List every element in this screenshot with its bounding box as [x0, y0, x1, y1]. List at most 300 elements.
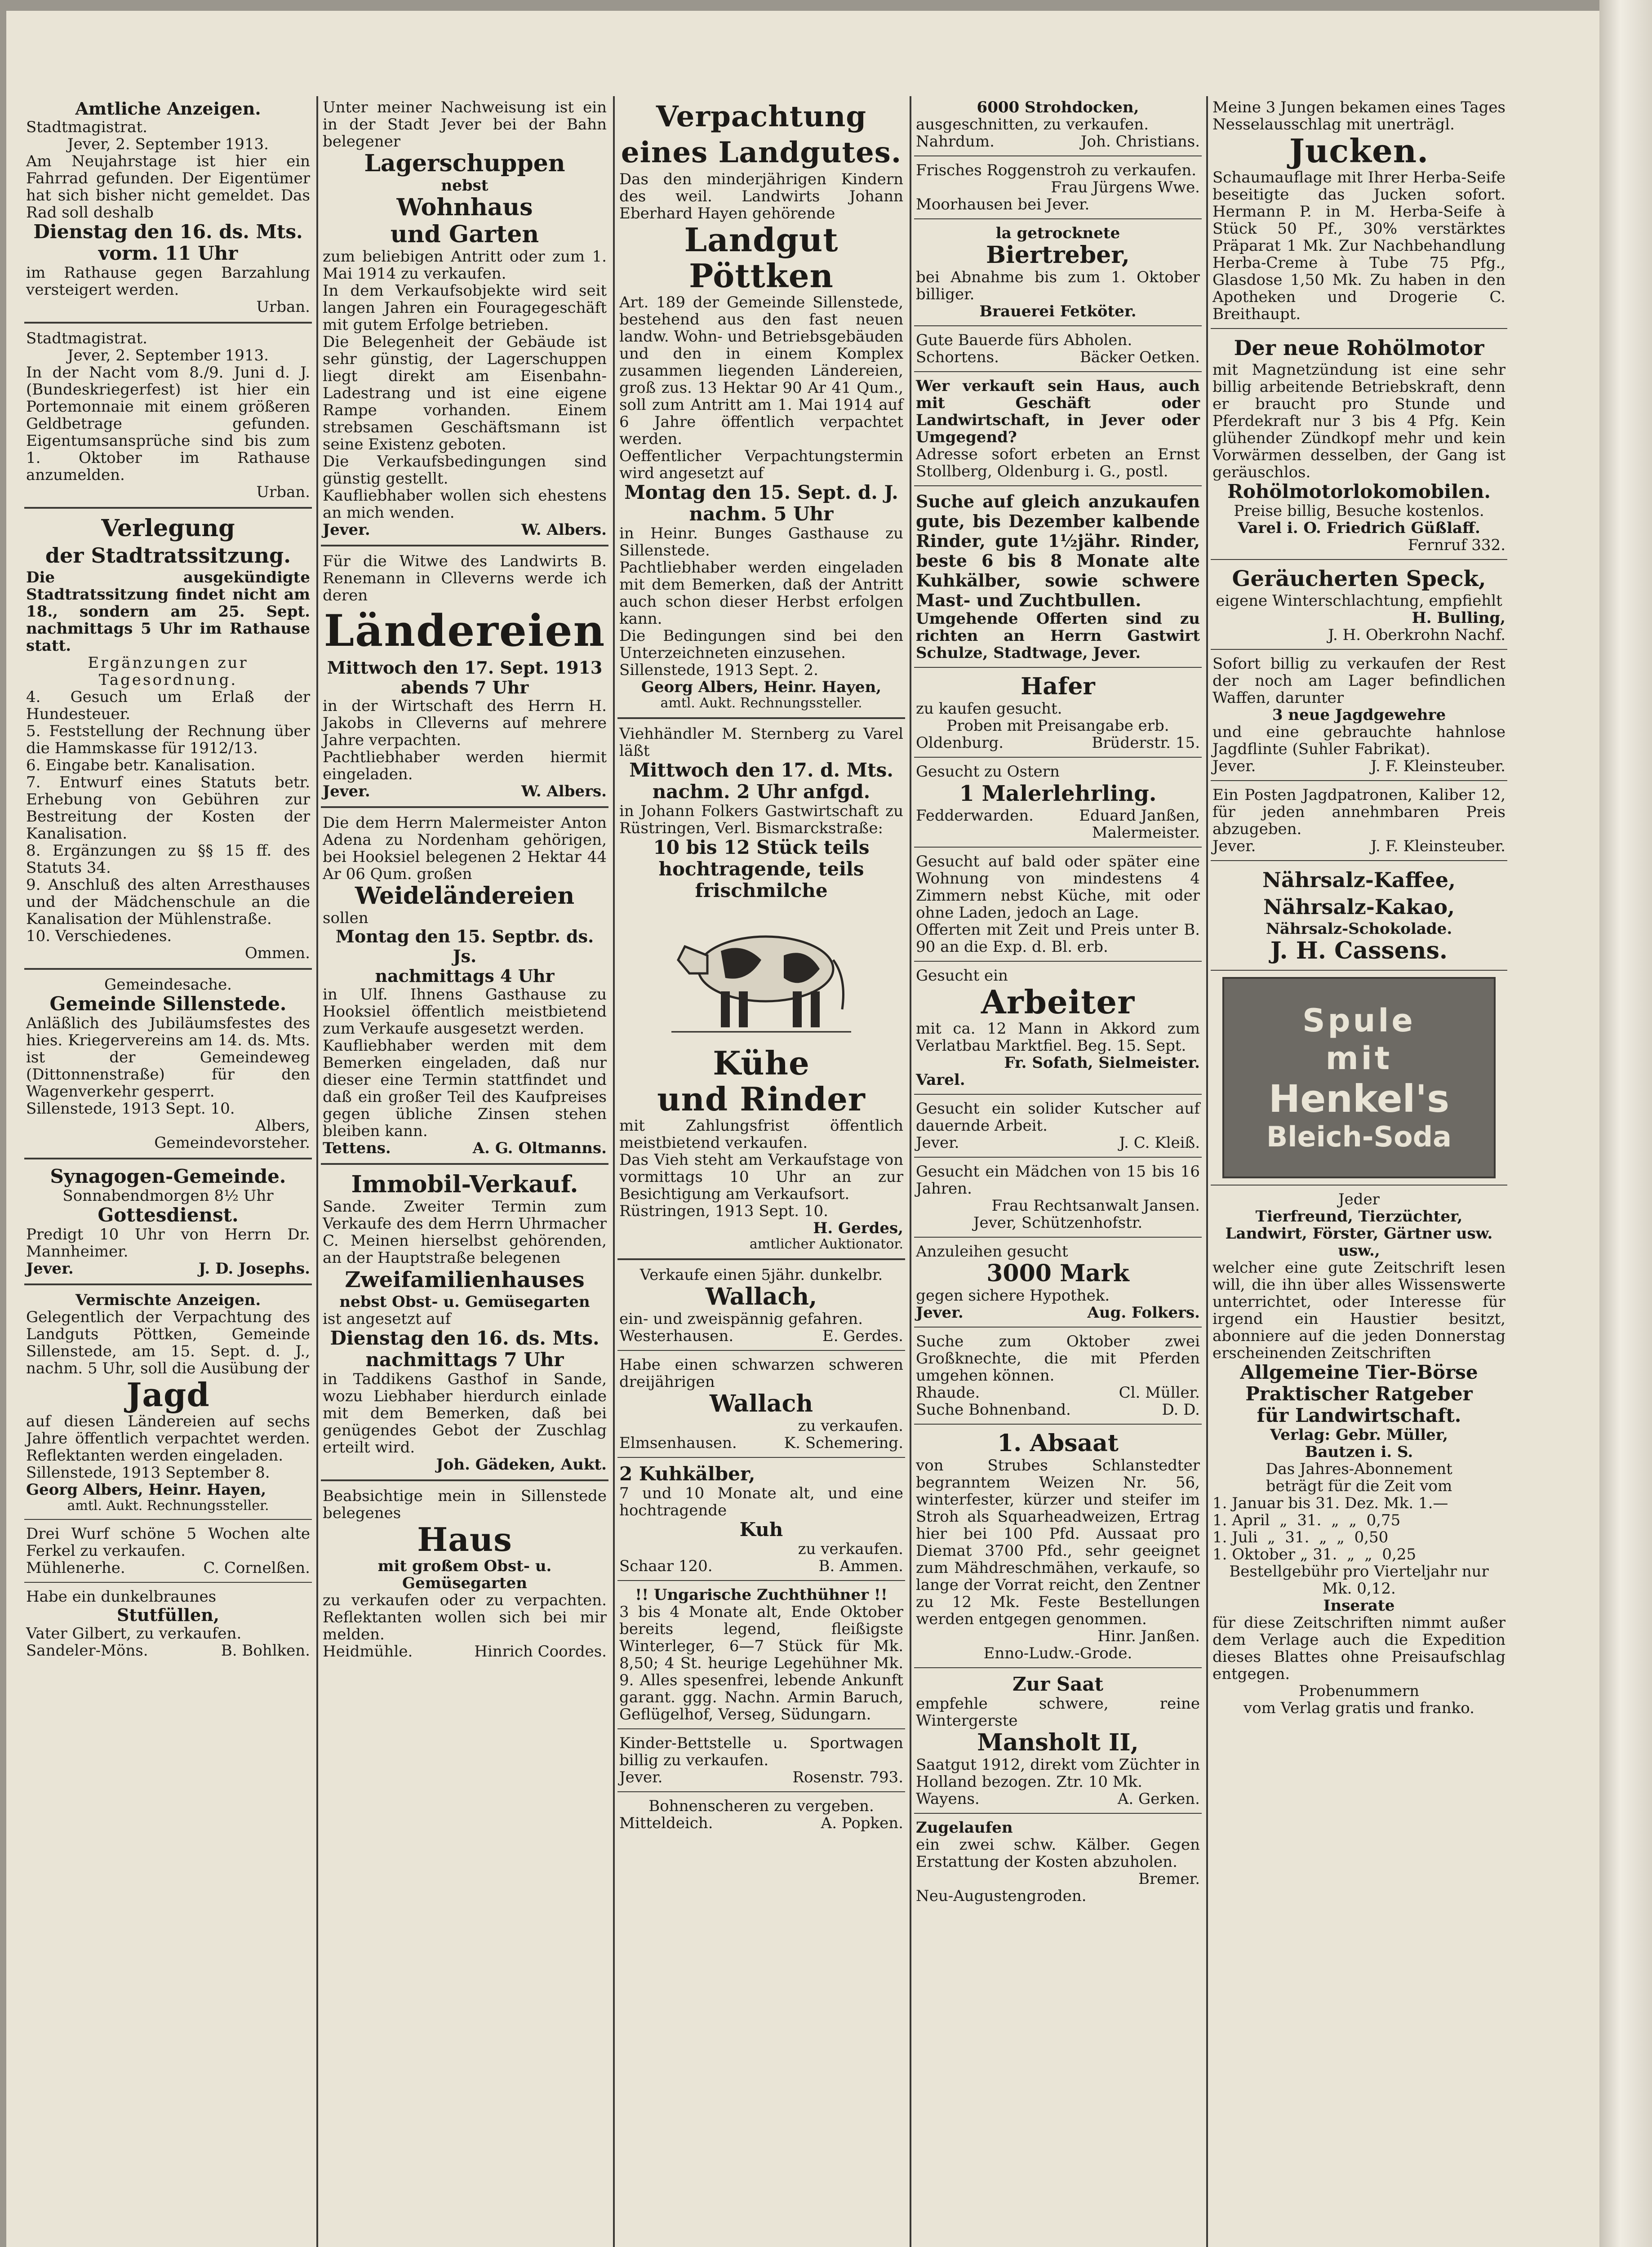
- ad-heading: !! Ungarische Zuchthühner !!: [635, 1586, 888, 1604]
- ad-text: Unter meiner Nachweisung ist ein in der Stadt Jever bei der Bahn belegener: [323, 98, 607, 151]
- ad-lands: [321, 550, 608, 803]
- ad-farm-lease: [617, 96, 905, 714]
- ad-heading: Hafer: [1021, 673, 1095, 700]
- ad-heading: Allgemeine Tier-Börse: [1240, 1361, 1478, 1383]
- ad-text: Die dem Herrn Malermeister Anton Adena zu Nordenham gehörigen, bei Hooksiel belegenen 2 Hektar 44 Ar 06 Qum. großen: [323, 814, 607, 883]
- sign-name: B. Bohlken.: [221, 1642, 310, 1660]
- ad-text: Die Belegenheit der Gebäude ist sehr günstig, der Lagerschuppen liegt direkt am Eisenbahn-Ladestrang und ist eine eigene Rampe vorhanden. Einem strebsamen Geschäftsmann ist seine Existenz geboten.: [323, 333, 607, 453]
- ad-text: Sofort billig zu verkaufen der Rest der noch am Lager befindlichen Waffen, darunter: [1212, 655, 1505, 707]
- ad-heading: Verpachtung: [656, 100, 867, 133]
- sign-name: Brüderstr. 15.: [1092, 734, 1200, 752]
- ad-signature: Joh. Gädeken, Aukt.: [436, 1456, 607, 1474]
- ad-heading: Der neue Rohölmotor: [1234, 336, 1484, 360]
- ad-text: Kaufliebhaber wollen sich ehestens an mich wenden.: [323, 487, 607, 522]
- ad-heading: Wallach: [709, 1390, 813, 1417]
- ad-text: 3 bis 4 Monate alt, Ende Oktober bereits legend, fleißigste Winterleger, 6—7 Stück für Mk. 8,50; 4 St. heurige Legehühner Mk. 9. Alles spesenfrei, lebende Ankunft garant. ggg. Nachn. Armin Baruch, Geflügelhof, Verseg, Südungarn.: [619, 1603, 903, 1723]
- notice-date: Jever, 2. September 1913.: [67, 346, 269, 364]
- ad-text: Ein Posten Jagdpatronen, Kaliber 12, für jeden annehmbaren Preis abzugeben.: [1212, 786, 1505, 838]
- notice-signature: Ommen.: [244, 944, 310, 962]
- ad-date: Montag den 15. Sept. d. J.: [624, 481, 898, 503]
- ad-date: Mittwoch den 17. d. Mts.: [629, 759, 893, 781]
- ad-chickens: [617, 1584, 905, 1726]
- ad-text: beträgt für die Zeit vom: [1266, 1477, 1452, 1495]
- ad-text: Suche Bohnenband.: [916, 1401, 1071, 1419]
- ad-heading: Pöttken: [689, 257, 834, 295]
- column-rule: [613, 96, 615, 2247]
- ad-text: Suche auf gleich anzukaufen gute, bis Dezember kalbende Rinder, gute 1½jähr. Rinder, beste 6 bis 8 Monate alte Kuhkälber, sowie schwere Mast- und Zuchtbullen.: [916, 491, 1200, 610]
- ad-apprentice: [914, 760, 1202, 844]
- sign-name: W. Albers.: [521, 521, 607, 539]
- ad-heading: Kuh: [739, 1519, 783, 1541]
- sign-place: Fedderwarden.: [916, 807, 1034, 825]
- notice-date: Sillenstede, 1913 Sept. 10.: [26, 1100, 235, 1118]
- ad-cartridges: [1211, 784, 1507, 857]
- ad-text: in Taddikens Gasthof in Sande, wozu Liebhaber hierdurch einlade mit dem Bemerken, daß bei genügendes Gebot der Zuschlag erteilt wird.: [323, 1370, 607, 1457]
- sign-place: Westerhausen.: [619, 1327, 734, 1345]
- ad-heading: Biertreber,: [986, 241, 1130, 269]
- ad-date: abends 7 Uhr: [400, 677, 529, 697]
- column-4: [914, 96, 1202, 2247]
- ad-heading: Zweifamilienhauses: [345, 1267, 585, 1292]
- notice-date: Jever, 2. September 1913.: [67, 135, 269, 153]
- notice-category: Vermischte Anzeigen.: [75, 1291, 261, 1309]
- sign-name: Hinrich Coordes.: [474, 1643, 607, 1661]
- ad-spent-grain: [914, 222, 1202, 323]
- ad-text: ein- und zweispännig gefahren.: [619, 1310, 863, 1328]
- ad-text: Suche zum Oktober zwei Großknechte, die mit Pferden umgehen können.: [916, 1332, 1200, 1385]
- ad-text: Art. 189 der Gemeinde Sillenstede, bestehend aus den fast neuen landw. Wohn- und Betriebsgebäuden und den in einem Komplex zusammen liegenden Ländereien, groß zus. 13 Hektar 90 Ar 41 Qum., soll zum Antritt am 1. Mai 1914 auf 6 Jahre öffentlich verpachtet werden.: [619, 293, 903, 448]
- ad-date: Rüstringen, 1913 Sept. 10.: [619, 1202, 828, 1220]
- ad-heading: 10 bis 12 Stück teils hochtragende, teils frischmilche: [653, 836, 870, 901]
- ad-heading: 3000 Mark: [986, 1260, 1129, 1287]
- sign-place: Jever.: [1212, 757, 1256, 775]
- ad-place: Moorhausen bei Jever.: [916, 195, 1090, 213]
- ad-real-estate: [321, 1168, 608, 1476]
- sign-place: Jever.: [26, 1260, 74, 1278]
- ad-text: nebst: [441, 177, 488, 195]
- sign-name: Aug. Folkers.: [1087, 1304, 1200, 1322]
- sign-place: Jever.: [323, 521, 370, 539]
- ad-text: zu verkaufen.: [798, 1417, 903, 1435]
- sign-name: Joh. Christians.: [1080, 133, 1200, 151]
- ad-subheading: nebst Obst- u. Gemüsegarten: [339, 1293, 590, 1311]
- agenda-item: 7. Entwurf eines Statuts betr. Erhebung von Gebühren zur Bestreitung der Kosten der Kanalisation.: [26, 773, 310, 843]
- ad-text: auf diesen Ländereien auf sechs Jahre öffentlich verpachtet werden. Reflektanten werden eingeladen.: [26, 1412, 310, 1465]
- ad-text: ausgeschnitten, zu verkaufen.: [916, 115, 1149, 133]
- sign-place: Wayens.: [916, 1790, 980, 1808]
- ad-heading: 1 Malerlehrling.: [959, 781, 1157, 806]
- sign-name: Eduard Janßen,: [1079, 807, 1200, 825]
- ad-heading: Rohölmotorlokomobilen.: [1227, 480, 1491, 502]
- notice-category: Gemeindesache.: [104, 976, 232, 994]
- ad-text: welcher eine gute Zeitschrift lesen will, die ihn über alles Wissenswerte unterrichtet, oder Interesse für irgend ein Haustier besitzt, abonniere auf die jeden Donnerstag erscheinenden Zeitschriften: [1212, 1259, 1505, 1362]
- ad-heading: Geräucherten Speck,: [1232, 566, 1486, 591]
- ad-text: sollen: [323, 909, 369, 927]
- notice-subheading: Ergänzungen zur Tagesordnung.: [88, 654, 249, 689]
- sign-name: J. F. Kleinsteuber.: [1370, 837, 1505, 855]
- sign-place: Jever.: [916, 1304, 964, 1322]
- henkel-brand: Henkel's: [1268, 1077, 1450, 1121]
- ad-hunting: [24, 1289, 312, 1516]
- ad-signature: Malermeister.: [1092, 824, 1200, 842]
- column-3: [617, 96, 905, 2247]
- ad-signature: amtlicher Auktionator.: [749, 1236, 903, 1252]
- notice-signature: Urban.: [256, 298, 310, 316]
- ad-place: Enno-Ludw.-Grode.: [983, 1644, 1132, 1662]
- ad-text: ist angesetzt auf: [323, 1310, 451, 1328]
- sign-place: Mühlenerhe.: [26, 1559, 125, 1577]
- notice-lost-purse: [24, 327, 312, 503]
- section-heading: Amtliche Anzeigen.: [75, 98, 261, 119]
- sign-place: Sandeler-Möns.: [26, 1642, 148, 1660]
- column-rule: [910, 96, 911, 2247]
- official-notices: [24, 96, 312, 318]
- sign-name: K. Schemering.: [784, 1434, 903, 1452]
- ad-crib: [617, 1732, 905, 1789]
- ad-text: bei Abnahme bis zum 1. Oktober billiger.: [916, 268, 1200, 303]
- sign-place: Nahrdum.: [916, 133, 995, 151]
- ad-text: Für die Witwe des Landwirts B. Renemann in Clleverns werde ich deren: [323, 552, 607, 604]
- ad-heading: Weideländereien: [355, 882, 575, 910]
- sign-place: Elmsenhausen.: [619, 1434, 737, 1452]
- ad-text: Vater Gilbert, zu verkaufen.: [26, 1625, 242, 1643]
- ad-heading: Nährsalz-Kaffee,: [1262, 868, 1456, 892]
- ad-text: Oeffentlicher Verpachtungstermin wird angesetzt auf: [619, 447, 903, 482]
- notice-signature: Albers,: [255, 1117, 310, 1135]
- price-row: 1. Juli „ 31. „ „ 0,50: [1212, 1528, 1389, 1546]
- ad-rye-straw: [914, 159, 1202, 216]
- ad-heading: Kühe: [713, 1044, 810, 1082]
- ad-text: Adresse sofort erbeten an Ernst Stollberg, Oldenburg i. G., postl.: [916, 445, 1200, 480]
- sign-name: Cl. Müller.: [1119, 1384, 1200, 1402]
- column-1: [24, 96, 312, 2247]
- henkel-soda-ad-image: [1222, 977, 1496, 1178]
- ad-signature: Frau Rechtsanwalt Jansen.: [991, 1197, 1200, 1215]
- ad-heading: Landgut: [684, 221, 839, 259]
- ad-text: Preise billig, Besuche kostenlos.: [1234, 502, 1484, 520]
- column-rule: [1206, 96, 1208, 2247]
- notice-text: Predigt 10 Uhr von Herrn Dr. Mannheimer.: [26, 1226, 310, 1261]
- notice-council-meeting: [24, 512, 312, 964]
- ad-text: Gute Bauerde fürs Abholen.: [916, 331, 1132, 349]
- ad-text: In dem Verkaufsobjekte wird seit langen Jahren ein Fouragegeschäft mit gutem Erfolge betrieben.: [323, 282, 607, 334]
- ad-text: Frisches Roggenstroh zu verkaufen.: [916, 161, 1197, 179]
- ad-signature: Georg Albers, Heinr. Hayen,: [641, 678, 882, 696]
- ad-text: Gesucht zu Ostern: [916, 763, 1060, 781]
- ad-heading: 1. Absaat: [997, 1430, 1119, 1457]
- agenda-item: 9. Anschluß des alten Arresthauses und der Mädchenschule an die Kanalisation der Mühlenstraße.: [26, 876, 310, 928]
- ad-place: Varel.: [916, 1071, 965, 1089]
- column-5: [1211, 96, 1507, 2247]
- sign-place: Heidmühle.: [323, 1643, 413, 1661]
- henkel-text: Spule: [1302, 1002, 1416, 1039]
- ad-heading: Wohnhaus: [396, 194, 533, 221]
- ad-date: nachmittags 7 Uhr: [365, 1349, 564, 1371]
- ad-heading: Ländereien: [324, 605, 606, 656]
- ad-signature: Frau Jürgens Wwe.: [1051, 178, 1200, 196]
- ad-oil-engine: [1211, 332, 1507, 556]
- ad-farmhands: [914, 1330, 1202, 1421]
- ad-place: Neu-Augustengroden.: [916, 1887, 1087, 1905]
- sign-name: E. Gerdes.: [822, 1327, 903, 1345]
- ad-text: in Heinr. Bunges Gasthause zu Sillenstede.: [619, 524, 903, 560]
- agenda-item: 4. Gesuch um Erlaß der Hundesteuer.: [26, 688, 310, 723]
- notice-signature: Urban.: [256, 483, 310, 501]
- ad-wheat-seed: [914, 1427, 1202, 1665]
- ad-text: zu kaufen gesucht.: [916, 700, 1062, 718]
- notice-community: [24, 973, 312, 1154]
- ad-heading: 3 neue Jagdgewehre: [1272, 706, 1446, 724]
- ad-text: Das den minderjährigen Kindern des weil. Landwirts Johann Eberhard Hayen gehörende: [619, 170, 903, 222]
- ad-text: Gesucht ein solider Kutscher auf dauernde Arbeit.: [916, 1100, 1200, 1135]
- ad-worker: [914, 964, 1202, 1091]
- notice-text: In der Nacht vom 8./9. Juni d. J. (Bundeskriegerfest) ist hier ein Portemonnaie mit einem größeren Geldbetrage gefunden. Eigentumsansprüche sind bis zum 1. Oktober im Rathause anzumelden.: [26, 364, 310, 484]
- sign-name: D. D.: [1162, 1401, 1200, 1419]
- ad-heading: Zugelaufen: [916, 1819, 1013, 1837]
- ad-text: Die Verkaufsbedingungen sind günstig gestellt.: [323, 453, 607, 488]
- ad-text: Gesucht auf bald oder später eine Wohnung von mindestens 4 Zimmern nebst Küche, mit oder ohne Laden, jedoch an Lage.: [916, 853, 1200, 922]
- ad-signature: amtl. Aukt. Rechnungssteller.: [67, 1498, 269, 1514]
- ad-text: Kinder-Bettstelle u. Sportwagen billig zu verkaufen.: [619, 1734, 903, 1769]
- newspaper-page: [6, 11, 1599, 2247]
- ad-signature: Hinr. Janßen.: [1097, 1627, 1200, 1645]
- ad-text: Viehhändler M. Sternberg zu Varel läßt: [619, 725, 903, 760]
- ad-heading: 6000 Strohdocken,: [977, 98, 1139, 116]
- ad-house-wanted: [914, 375, 1202, 483]
- ad-guns: [1211, 653, 1507, 777]
- notice-text: Sonnabendmorgen 8½ Uhr: [62, 1187, 274, 1205]
- ad-text: Das Vieh steht am Verkaufstage von vormittags 10 Uhr an zur Besichtigung am Verkaufsort.: [619, 1151, 903, 1203]
- ad-date: Montag den 15. Septbr. ds. Js.: [335, 926, 594, 966]
- notice-heading: Verlegung: [101, 515, 235, 542]
- ad-text: Gesucht ein: [916, 967, 1008, 985]
- price-row: 1. Oktober „ 31. „ „ 0,25: [1212, 1545, 1417, 1563]
- notice-signature: Gemeindevorsteher.: [154, 1134, 310, 1152]
- ad-maid: [914, 1160, 1202, 1234]
- ad-heading: Wallach,: [705, 1283, 817, 1310]
- agenda-item: 5. Feststellung der Rechnung über die Hammskasse für 1912/13.: [26, 722, 310, 757]
- ad-text: Die Bedingungen sind bei den Unterzeichneten einzusehen.: [619, 627, 903, 662]
- ad-straw: [914, 96, 1202, 153]
- ad-text: Tierfreund, Tierzüchter, Landwirt, Förster, Gärtner usw. usw.,: [1225, 1208, 1493, 1260]
- ad-text: in Johann Folkers Gastwirtschaft zu Rüstringen, Verl. Bismarckstraße:: [619, 802, 903, 837]
- ad-text: mit Zahlungsfrist öffentlich meistbietend verkaufen.: [619, 1117, 903, 1152]
- sign-name: A. G. Oltmanns.: [472, 1139, 607, 1157]
- henkel-product: Bleich-Soda: [1266, 1120, 1452, 1153]
- sign-name: Rosenstr. 793.: [792, 1768, 903, 1786]
- ad-calves: [617, 1461, 905, 1577]
- sign-place: Jever.: [1212, 837, 1256, 855]
- ad-text: Schaumauflage mit Ihrer Herba-Seife beseitigte das Jucken sofort. Hermann P. in M. Herba-Seife à Stück 50 Pf., 30% verstärktes Präparat 1 Mk. Zur Nachbehandlung Herba-Creme à Tube 75 Pfg., Glasdose 1,50 Mk. Zu haben in den Apotheken und Drogerie C. Breithaupt.: [1212, 169, 1505, 323]
- notice-heading: der Stadtratssitzung.: [45, 543, 291, 568]
- notice-office: Stadtmagistrat.: [26, 329, 147, 347]
- ad-coachman: [914, 1097, 1202, 1154]
- ad-heading: Lagerschuppen: [364, 150, 565, 177]
- ad-herba-soap: [1211, 96, 1507, 325]
- notice-heading: Gemeinde Sillenstede.: [49, 993, 287, 1015]
- ad-text: Offerten mit Zeit und Preis unter B. 90 an die Exp. d. Bl. erb.: [916, 921, 1200, 956]
- ad-text: und eine gebrauchte hahnlose Jagdflinte (Suhler Fabrikat).: [1212, 723, 1505, 758]
- ad-bacon: [1211, 563, 1507, 646]
- cow-illustration: [653, 906, 869, 1041]
- sign-name: J. C. Kleiß.: [1119, 1134, 1200, 1152]
- ad-cattle-wanted: [914, 489, 1202, 664]
- column-2: [321, 96, 608, 2247]
- ad-subheading: la getrocknete: [995, 224, 1120, 242]
- ad-text: Habe einen schwarzen schweren dreijährigen: [619, 1356, 903, 1391]
- ad-barley-seed: [914, 1671, 1202, 1810]
- sign-name: J. D. Josephs.: [198, 1260, 310, 1278]
- ad-heading: Zur Saat: [1012, 1673, 1104, 1695]
- ad-subheading: Nährsalz-Schokolade.: [1266, 920, 1452, 938]
- ad-text: zum beliebigen Antritt oder zum 1. Mai 1914 zu verkaufen.: [323, 248, 607, 283]
- ad-publisher: Verlag: Gebr. Müller,: [1270, 1426, 1448, 1444]
- ad-heading: Praktischer Ratgeber: [1245, 1383, 1473, 1405]
- sign-place: Tettens.: [323, 1139, 391, 1157]
- ad-date: nachm. 5 Uhr: [689, 503, 834, 525]
- ad-heading: Haus: [417, 1520, 512, 1559]
- ad-piglets: [24, 1523, 312, 1579]
- ad-text: Kaufliebhaber werden mit dem Bemerken eingeladen, daß nur dieser eine Termin stattfindet und daß ein großer Teil des Kaufpreises gegen übliche Zinsen stehen bleiben kann.: [323, 1037, 607, 1140]
- ad-text: Probenummern: [1298, 1682, 1420, 1700]
- ad-text: Anzuleihen gesucht: [916, 1243, 1068, 1261]
- ad-text: Umgehende Offerten sind zu richten an Herrn Gastwirt Schulze, Stadtwage, Jever.: [916, 610, 1200, 662]
- ad-heading: Immobil-Verkauf.: [351, 1171, 578, 1198]
- ad-text: Gelegentlich der Verpachtung des Landguts Pöttken, Gemeinde Sillenstede, am 15. Sept. d. J., nachm. 5 Uhr, soll die Ausübung der: [26, 1308, 310, 1377]
- sign-place: Oldenburg.: [916, 734, 1004, 752]
- ad-heading: Mansholt II,: [977, 1729, 1139, 1756]
- ad-text: Bohnenscheren zu vergeben.: [648, 1797, 874, 1815]
- ad-date: Dienstag den 16. ds. Mts.: [330, 1327, 600, 1349]
- ad-signature: amtl. Aukt. Rechnungssteller.: [660, 695, 862, 711]
- ad-oats: [914, 671, 1202, 754]
- ad-text: ein zwei schw. Kälber. Gegen Erstattung der Kosten abzuholen.: [916, 1836, 1200, 1871]
- ad-text: Jeder: [1338, 1190, 1380, 1208]
- ad-heading: für Landwirtschaft.: [1257, 1404, 1461, 1426]
- sign-place: Jever.: [916, 1134, 959, 1152]
- ad-heading: eines Landgutes.: [621, 136, 902, 169]
- ad-signature: Fernruf 332.: [1408, 536, 1505, 554]
- ad-text: gegen sichere Hypothek.: [916, 1287, 1110, 1305]
- sign-name: A. Popken.: [821, 1814, 903, 1832]
- ad-text: von Strubes Schlanstedter begranntem Weizen Nr. 56, winterfester, kürzer und steifer im Stroh als Squarheadweizen, Ertrag hier bei 100 Pfd. Aussaat pro Diemat 3700 Pfd., sehr geeignet zum Mähdreschmähen, verkaufe, so lange der Vorrat reicht, den Zentner zu 12 Mk. Feste Bestellungen werden entgegen genommen.: [916, 1457, 1200, 1628]
- ad-signature: Brauerei Fetköter.: [979, 302, 1137, 320]
- ad-text: Das Jahres-Abonnement: [1266, 1460, 1452, 1478]
- notice-text: Anläßlich des Jubiläumsfestes des hies. Kriegervereins am 14. ds. Mts. ist der Gemeindeweg (Dittonnenstraße) für den Wagenverkehr gesperrt.: [26, 1014, 310, 1101]
- sign-name: Bäcker Oetken.: [1079, 348, 1200, 366]
- notice-heading: Gottesdienst.: [98, 1204, 239, 1226]
- agenda-item: 8. Ergänzungen zu §§ 15 ff. des Statuts 34.: [26, 842, 310, 877]
- ad-signature: Georg Albers, Heinr. Hayen,: [26, 1481, 266, 1499]
- notice-heading: Dienstag den 16. ds. Mts.: [33, 221, 303, 243]
- sign-place: Jever.: [323, 782, 370, 800]
- ad-text: Verkaufe einen 5jähr. dunkelbr.: [639, 1266, 883, 1284]
- sign-place: Jever.: [619, 1768, 663, 1786]
- ad-text: Sande. Zweiter Termin zum Verkaufe des dem Herrn Uhrmacher C. Meinen hierselbst gehörenden, an der Hauptstraße belegenen: [323, 1198, 607, 1267]
- henkel-text: mit: [1325, 1040, 1393, 1077]
- ad-text: 7 und 10 Monate alt, und eine hochtragende: [619, 1484, 903, 1519]
- sign-name: C. Cornelßen.: [203, 1559, 310, 1577]
- ad-stray-calves: [914, 1816, 1202, 1907]
- ad-text: Wer verkauft sein Haus, auch mit Geschäft oder Landwirtschaft, in Jever oder Umgegend?: [916, 377, 1200, 446]
- ad-publisher: Bautzen i. S.: [1305, 1443, 1413, 1461]
- ad-signature: Bremer.: [1138, 1870, 1200, 1888]
- ad-animal-journal: [1211, 1188, 1507, 1719]
- ad-nutrient-coffee: [1211, 864, 1507, 967]
- sign-place: Rhaude.: [916, 1384, 980, 1402]
- ad-place: Jever, Schützenhofstr.: [973, 1214, 1143, 1232]
- price-row: 1. April „ 31. „ „ 0,75: [1212, 1511, 1401, 1529]
- ad-text: Habe ein dunkelbraunes: [26, 1588, 217, 1606]
- ad-text: Pachtliebhaber werden hiermit eingeladen.: [323, 748, 607, 783]
- notice-office: Stadtmagistrat.: [26, 118, 147, 136]
- notice-text: Die ausgekündigte Stadtratssitzung findet nicht am 18., sondern am 25. Sept. nachmittags 5 Uhr im Rathause statt.: [26, 568, 310, 655]
- ad-pastures: [321, 812, 608, 1159]
- ad-date: nachmittags 4 Uhr: [375, 966, 555, 986]
- sign-place: Mitteldeich.: [619, 1814, 713, 1832]
- ad-text: in Ulf. Ihnens Gasthause zu Hooksiel öffentlich meistbietend zum Verkaufe ausgesetzt werden.: [323, 986, 607, 1038]
- ad-heading: und Garten: [390, 221, 539, 248]
- ad-text: in der Wirtschaft des Herrn H. Jakobs in Clleverns auf mehrere Jahre verpachten.: [323, 697, 607, 749]
- ad-apartment-wanted: [914, 850, 1202, 958]
- ad-loan: [914, 1240, 1202, 1324]
- ad-date: Sillenstede, 1913 September 8.: [26, 1464, 270, 1482]
- ad-signature: J. H. Cassens.: [1270, 937, 1448, 964]
- price-row: 1. Januar bis 31. Dez. Mk. 1.—: [1212, 1494, 1448, 1512]
- ad-text: Saatgut 1912, direkt vom Züchter in Holland bezogen. Ztr. 10 Mk.: [916, 1756, 1200, 1791]
- page-edge: [1599, 0, 1652, 2247]
- ad-text: zu verkaufen oder zu verpachten. Reflektanten wollen sich bei mir melden.: [323, 1591, 607, 1643]
- ad-text: Bestellgebühr pro Vierteljahr nur Mk. 0,12.: [1229, 1563, 1489, 1598]
- sign-name: W. Albers.: [521, 782, 607, 800]
- sign-place: Schortens.: [916, 348, 999, 366]
- ad-text: Gesucht ein Mädchen von 15 bis 16 Jahren.: [916, 1163, 1200, 1198]
- agenda-list: [26, 688, 310, 945]
- ad-date: Mittwoch den 17. Sept. 1913: [327, 657, 603, 678]
- ad-bean-shears: [617, 1795, 905, 1834]
- ad-signature: Fr. Sofath, Sielmeister.: [1004, 1054, 1200, 1072]
- ad-heading: Jagd: [126, 1376, 210, 1414]
- ad-date: Sillenstede, 1913 Sept. 2.: [619, 661, 818, 679]
- ad-heading: 2 Kuhkälber,: [619, 1463, 755, 1485]
- ad-text: Meine 3 Jungen bekamen eines Tages Nesselausschlag mit unerträgl.: [1212, 98, 1505, 133]
- ad-warehouse: [321, 96, 608, 541]
- ad-signature: J. H. Oberkrohn Nachf.: [1328, 626, 1505, 644]
- ad-gelding-2: [617, 1354, 905, 1454]
- ad-text: Beabsichtige mein in Sillenstede belegenes: [323, 1487, 607, 1522]
- ad-house: [321, 1485, 608, 1663]
- ad-foal: [24, 1585, 312, 1662]
- notice-synagogue: [24, 1163, 312, 1280]
- ad-text: empfehle schwere, reine Wintergerste: [916, 1695, 1200, 1730]
- ad-heading: Inserate: [1323, 1597, 1395, 1615]
- ad-heading: Arbeiter: [981, 983, 1135, 1021]
- ad-gelding-1: [617, 1264, 905, 1347]
- notice-text: im Rathause gegen Barzahlung versteigert werden.: [26, 264, 310, 299]
- ad-text: Pachtliebhaber werden eingeladen mit dem Bemerken, daß der Antritt auch schon dieser Herbst erfolgen kann.: [619, 559, 903, 628]
- ad-text: für diese Zeitschriften nimmt außer dem Verlage auch die Expedition dieses Blattes ohne Preisaufschlag entgegen.: [1212, 1614, 1505, 1683]
- agenda-item: 10. Verschiedenes.: [26, 927, 172, 945]
- ad-heading: Jucken.: [1289, 132, 1429, 170]
- notice-heading: vorm. 11 Uhr: [98, 242, 238, 264]
- ad-signature: H. Gerdes,: [813, 1219, 903, 1237]
- ad-signature: H. Bulling,: [1412, 609, 1505, 627]
- sign-name: B. Ammen.: [818, 1557, 903, 1575]
- ad-text: mit ca. 12 Mann in Akkord zum Verlatbau Marktfiel. Beg. 15. Sept.: [916, 1020, 1200, 1055]
- notice-heading: Synagogen-Gemeinde.: [50, 1165, 286, 1187]
- ad-date: nachm. 2 Uhr anfgd.: [652, 781, 870, 803]
- ad-heading: Nährsalz-Kakao,: [1263, 895, 1455, 919]
